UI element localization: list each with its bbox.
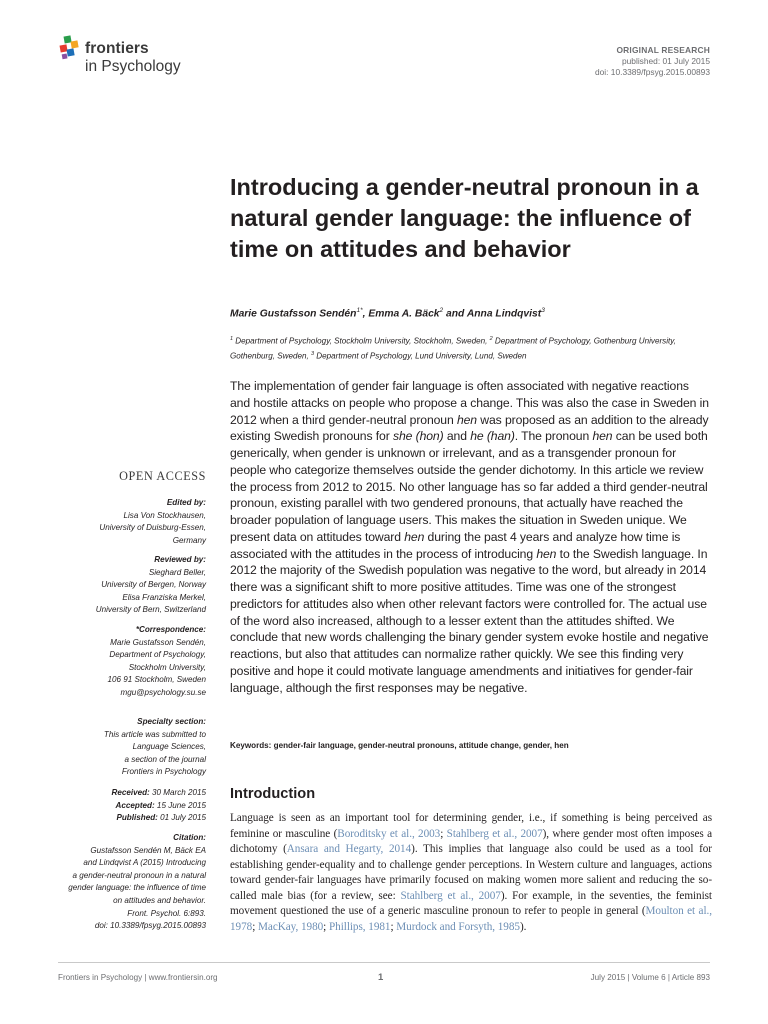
author-name[interactable]: Emma A. Bäck: [368, 308, 440, 320]
sidebar-line: Sieghard Beller,: [148, 567, 206, 577]
body-text: ).: [519, 920, 527, 933]
page-number: 1: [378, 972, 384, 983]
sidebar-line: Language Sciences,: [132, 742, 206, 752]
citation-link[interactable]: MacKay, 1980: [258, 920, 324, 933]
body-text: ), where gender most often imposes a dichotomy (: [230, 827, 713, 855]
edited-by-heading: Edited by:: [166, 498, 206, 507]
abstract-term: hen: [456, 412, 477, 427]
open-access-label: OPEN ACCESS: [119, 469, 206, 483]
citation-link[interactable]: Stahlberg et al., 2007: [446, 827, 543, 840]
abstract-text: to the Swedish language. In 2012 the majority of the Swedish population was negative to the word, but already in 2014 there was a significant shift to more positive attitudes. Time was one of the strongest predictors for attitudes also when other relevant factors were controlled for. The actual use of the word also increased, although to a lesser extent than the attitudes shifted. We conclude that new words challenging the binary gender system evoke hostile and negative reactions, but also that attitudes can normalize rather quickly. We see this finding very positive and hope it could motivate language amendments and initiatives for gender-fair language, although the first responses may be negative.: [230, 546, 709, 695]
body-text: ;: [252, 920, 258, 933]
abstract-text: during the past 4 years and analyze how time is associated with the attitudes in the process of introducing: [230, 529, 681, 561]
sidebar-line: a gender-neutral pronoun in a natural: [72, 870, 206, 880]
sidebar-line: University of Bergen, Norway: [101, 580, 206, 590]
publish-date: published: 01 July 2015: [621, 56, 710, 66]
abstract-text: The implementation of gender fair language is often associated with negative reactions and hostile attacks on people who propose a change. This was also the case in Sweden in 2012 when a third gender-neutral pronoun: [230, 379, 709, 427]
footer-divider: [58, 962, 710, 963]
date-value: 30 March 2015: [149, 788, 206, 797]
article-header-meta: [595, 45, 710, 78]
author-separator: ,: [362, 308, 369, 320]
sidebar-line: on attitudes and behavior.: [113, 895, 206, 905]
correspondence-heading: *Correspondence:: [135, 625, 206, 634]
journal-logo: [58, 34, 208, 80]
sidebar-line: Marie Gustafsson Sendén,: [110, 637, 206, 647]
author-name[interactable]: Anna Lindqvist: [466, 308, 542, 320]
citation: [6, 832, 206, 933]
affiliation-text: Department of Psychology, Gothenburg University, Gothenburg, Sweden,: [230, 336, 676, 361]
citation-link[interactable]: Ansara and Hegarty, 2014: [286, 843, 412, 855]
abstract-text: . The pronoun: [514, 429, 593, 444]
body-text: ). For example, in the seventies, the feminist movement questioned the use of a generic masculine pronoun to refer to people in general (: [230, 889, 712, 917]
sidebar-line: Lisa Von Stockhausen,: [123, 510, 206, 520]
body-text: ;: [323, 920, 329, 933]
specialty-heading: Specialty section:: [137, 717, 206, 726]
author-list: [230, 307, 710, 319]
citation-link[interactable]: Phillips, 1981: [328, 920, 391, 933]
abstract-term: he (han): [470, 429, 515, 444]
body-text: ). This implies that language also could be used as a tool for establishing gender-equality and to challenge gender perceptions. In Western culture and languages, actions toward gender-fair languages have primarily focused on making women more salient and reducing the so-called male bias (for a review, see:: [230, 843, 712, 902]
sidebar-line: Stockholm University,: [128, 662, 206, 672]
sidebar-line: Department of Psychology,: [109, 650, 206, 660]
affiliation-text: Department of Psychology, Lund University, Lund, Sweden: [314, 351, 527, 361]
author-superscript: 3: [541, 307, 545, 314]
author-superscript: 1*: [356, 307, 363, 314]
affiliation-number: 2: [489, 336, 493, 342]
sidebar-line: Front. Psychol. 6:893.: [127, 908, 206, 918]
abstract: [230, 378, 712, 696]
logo-word-frontiers: frontiers: [85, 40, 149, 57]
date-value: 15 June 2015: [154, 800, 206, 810]
author-separator: and: [443, 308, 467, 320]
section-heading-introduction: Introduction: [230, 786, 316, 802]
sidebar-line: University of Bern, Switzerland: [95, 605, 206, 615]
author-name[interactable]: Marie Gustafsson Sendén: [230, 308, 357, 320]
keywords: Keywords: gender-fair language, gender-neutral pronouns, attitude change, gender, hen: [230, 741, 569, 750]
received-date: [6, 787, 206, 800]
correspondence: [6, 624, 206, 700]
sidebar-line: Elisa Franziska Merkel,: [122, 592, 206, 602]
affiliations: [230, 333, 712, 362]
citation-link[interactable]: Moulton et al., 1978: [230, 905, 712, 933]
affiliation-number: 1: [230, 336, 234, 342]
sidebar-line: Frontiers in Psychology: [121, 767, 206, 777]
abstract-term: she (hon): [392, 429, 444, 444]
body-text: ;: [390, 920, 397, 933]
accepted-date: [6, 800, 206, 813]
author-superscript: 2: [439, 307, 444, 314]
abstract-term: hen: [404, 529, 425, 544]
article-title: Introducing a gender-neutral pronoun in a natural gender language: the influence of time on attitudes and behavior: [230, 174, 699, 262]
abstract-term: hen: [536, 546, 557, 561]
sidebar-line: Germany: [172, 535, 206, 545]
edited-by: [6, 497, 206, 547]
sidebar-line: Gustafsson Sendén M, Bäck EA: [90, 845, 206, 855]
date-label: Accepted:: [115, 800, 155, 810]
footer-issue: July 2015 | Volume 6 | Article 893: [590, 973, 710, 982]
sidebar-line: and Lindqvist A (2015) Introducing: [83, 858, 206, 868]
reviewed-by: [6, 554, 206, 617]
correspondence-email[interactable]: mgu@psychology.su.se: [120, 687, 206, 697]
abstract-text: can be used both generically, when gender is unknown or irrelevant, and as a transgender pronoun for people who categorize themselves outside the gender dichotomy. In this article we review the process from 2012 to 2015. No other language has so far added a third gender-neutral pronoun, existing parallel with two gendered pronouns, that actually have reached the broader population of language users. This makes the situation in Sweden unique. We present data on attitudes toward: [230, 429, 708, 544]
citation-link[interactable]: Stahlberg et al., 2007: [400, 889, 501, 902]
article-type: ORIGINAL RESEARCH: [616, 45, 710, 55]
body-text: ;: [440, 827, 447, 840]
citation-doi[interactable]: doi: 10.3389/fpsyg.2015.00893: [94, 921, 206, 931]
citation-link[interactable]: Murdock and Forsyth, 1985: [396, 920, 520, 933]
sidebar-line: 106 91 Stockholm, Sweden: [107, 675, 206, 685]
date-label: Published:: [116, 813, 158, 823]
introduction-body: [230, 811, 712, 935]
sidebar-line: gender language: the influence of time: [68, 883, 206, 893]
article-doi[interactable]: doi: 10.3389/fpsyg.2015.00893: [594, 67, 710, 77]
sidebar-line: This article was submitted to: [103, 729, 206, 739]
abstract-text: was proposed as an addition to the already existing Swedish pronouns for: [230, 412, 709, 444]
footer-journal[interactable]: Frontiers in Psychology | www.frontiersin.org: [58, 973, 218, 982]
dates: [6, 787, 206, 825]
affiliation-text: Department of Psychology, Stockholm University, Stockholm, Sweden,: [233, 336, 490, 346]
sidebar-line: a section of the journal: [124, 754, 206, 764]
date-value: 01 July 2015: [157, 813, 206, 823]
abstract-text: and: [443, 429, 471, 444]
affiliation-number: 3: [311, 350, 315, 357]
citation-link[interactable]: Boroditsky et al., 2003: [337, 827, 441, 840]
logo-word-journal: in Psychology: [85, 58, 181, 75]
citation-heading: Citation:: [173, 833, 206, 842]
specialty-section: [6, 716, 206, 779]
abstract-term: hen: [592, 429, 613, 444]
published-date: [6, 812, 206, 825]
reviewed-by-heading: Reviewed by:: [154, 555, 206, 564]
body-text: Language is seen as an important tool for determining gender, i.e., if something is being perceived as feminine or masculine (: [230, 812, 712, 840]
sidebar-line: University of Duisburg-Essen,: [99, 523, 206, 533]
frontiers-logo-icon: [58, 34, 82, 62]
date-label: Received:: [111, 788, 150, 797]
